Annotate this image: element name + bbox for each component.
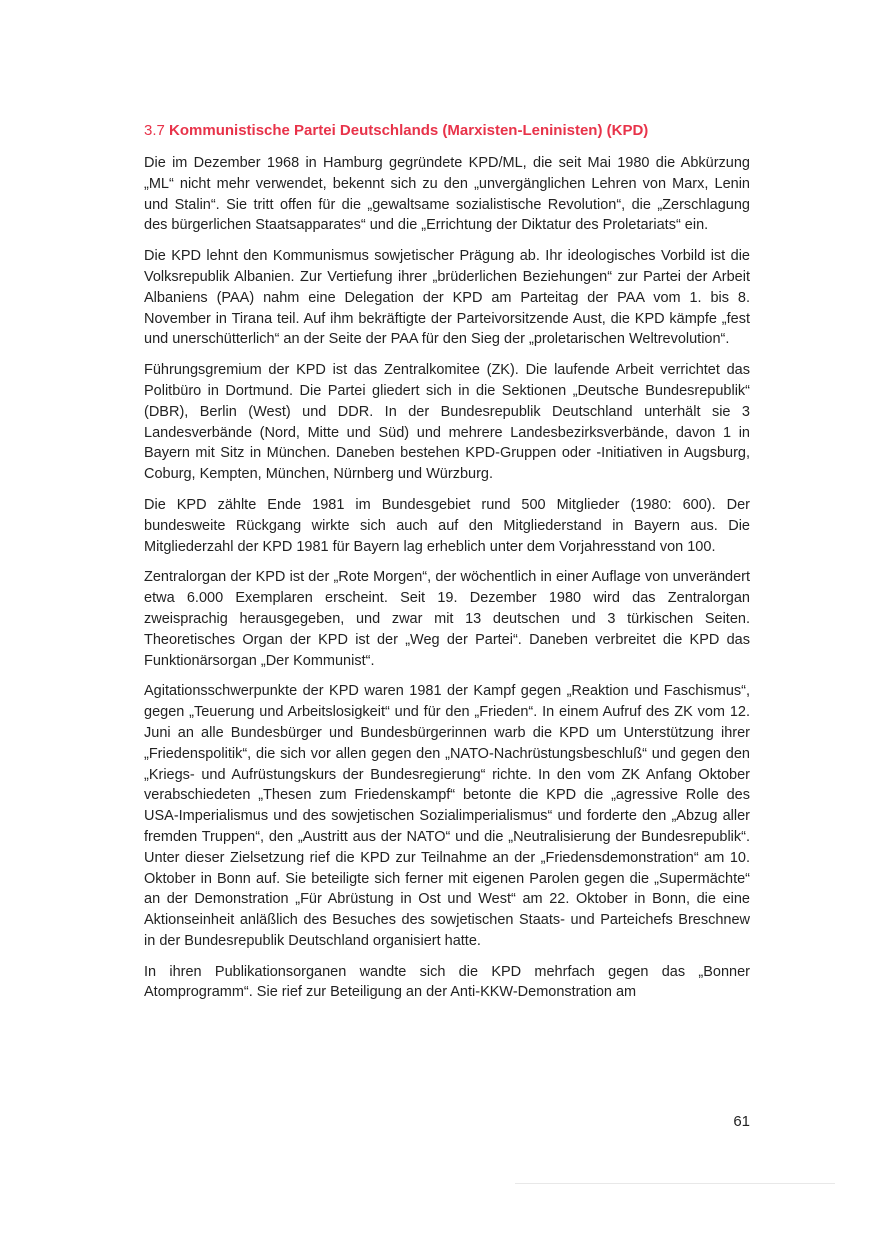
paragraph-6: Agitationsschwerpunkte der KPD waren 1981 der Kampf gegen „Reaktion und Faschismus“, gegen „Teuerung und Arbeitslosigkeit“ und für den „Frieden“. In einem Aufruf des ZK vom 12. Juni an alle Bundesbürger und Bundesbürgerinnen warb die KPD um Unterstützung ihrer „Friedenspolitik“, die sich vor allen gegen den „NATO-Nachrüstungsbeschluß“ und gegen den „Kriegs- und Aufrüstungskurs der Bundesregierung“ richte. In den vom ZK Anfang Oktober verabschiedeten „Thesen zum Friedenskampf“ betonte die KPD die „agressive Rolle des USA-Imperialismus und des sowjetischen Sozialimperialismus“ und forderte den „Abzug aller fremden Truppen“, den „Austritt aus der NATO“ und die „Neutralisierung der Bundesrepublik“. Unter dieser Zielsetzung rief die KPD zur Teilnahme an der „Friedensdemonstration“ am 10. Oktober in Bonn auf. Sie beteiligte sich ferner mit eigenen Parolen gegen die „Supermächte“ an der Demonstration „Für Abrüstung in Ost und West“ am 22. Oktober in Bonn, die eine Aktionseinheit anläßlich des Besuches des sowjetischen Staats- und Parteichefs Breschnew in der Bundesrepublik Deutschland organisiert hatte. xyxy=(144,683,750,949)
scan-artifact-line xyxy=(515,1183,835,1184)
paragraph-5: Zentralorgan der KPD ist der „Rote Morgen“, der wöchentlich in einer Auflage von unverändert etwa 6.000 Exemplaren erscheint. Seit 19. Dezember 1980 wird das Zentralorgan zweisprachig herausgegeben, und zwar mit 13 deutschen und 3 türkischen Seiten. Theoretisches Organ der KPD ist der „Weg der Partei“. Daneben verbreitet die KPD das Funktionärsorgan „Der Kommunist“. xyxy=(144,569,750,669)
paragraph-4: Die KPD zählte Ende 1981 im Bundesgebiet rund 500 Mitglieder (1980: 600). Der bundesweite Rückgang wirkte sich auch auf den Mitgliederstand in Bayern aus. Die Mitgliederzahl der KPD 1981 für Bayern lag erheblich unter dem Vorjahresstand von 100. xyxy=(144,496,750,555)
paragraph-2: Die KPD lehnt den Kommunismus sowjetischer Prägung ab. Ihr ideologisches Vorbild ist die Volksrepublik Albanien. Zur Vertiefung ihrer „brüderlichen Beziehungen“ zur Partei der Arbeit Albaniens (PAA) nahm eine Delegation der KPD am Parteitag der PAA vom 1. bis 8. November in Tirana teil. Auf ihm bekräftigte der Parteivorsitzende Aust, die KPD kämpfe „fest und unerschütterlich“ an der Seite der PAA für den Sieg der „proletarischen Weltrevolution“. xyxy=(144,248,750,348)
paragraph-1: Die im Dezember 1968 in Hamburg gegründete KPD/ML, die seit Mai 1980 die Abkürzung „ML“ nicht mehr verwendet, bekennt sich zu den „unvergänglichen Lehren von Marx, Lenin und Stalin“. Sie tritt offen für die „gewaltsame sozialistische Revolution“, die „Zerschlagung des bürgerlichen Staatsapparates“ und die „Errichtung der Diktatur des Proletariats“ ein. xyxy=(144,155,750,234)
paragraph-3: Führungsgremium der KPD ist das Zentralkomitee (ZK). Die laufende Arbeit verrichtet das Politbüro in Dortmund. Die Partei gliedert sich in die Sektionen „Deutsche Bundesrepublik“ (DBR), Berlin (West) und DDR. In der Bundesrepublik Deutschland unterhält sie 3 Landesverbände (Nord, Mitte und Süd) und mehrere Landesbezirksverbände, davon 1 in Bayern mit Sitz in München. Daneben bestehen KPD-Gruppen oder -Initiativen in Augsburg, Coburg, Kempten, München, Nürnberg und Würzburg. xyxy=(144,362,750,483)
page-body xyxy=(144,121,750,1013)
section-title: Kommunistische Partei Deutschlands (Marxisten-Leninisten) (KPD) xyxy=(169,122,649,139)
section-heading xyxy=(144,121,750,141)
page-number: 61 xyxy=(733,1113,750,1130)
paragraph-7: In ihren Publikationsorganen wandte sich die KPD mehrfach gegen das „Bonner Atomprogramm“. Sie rief zur Beteiligung an der Anti-KKW-Demonstration am xyxy=(144,963,750,1001)
section-number: 3.7 xyxy=(144,122,165,139)
